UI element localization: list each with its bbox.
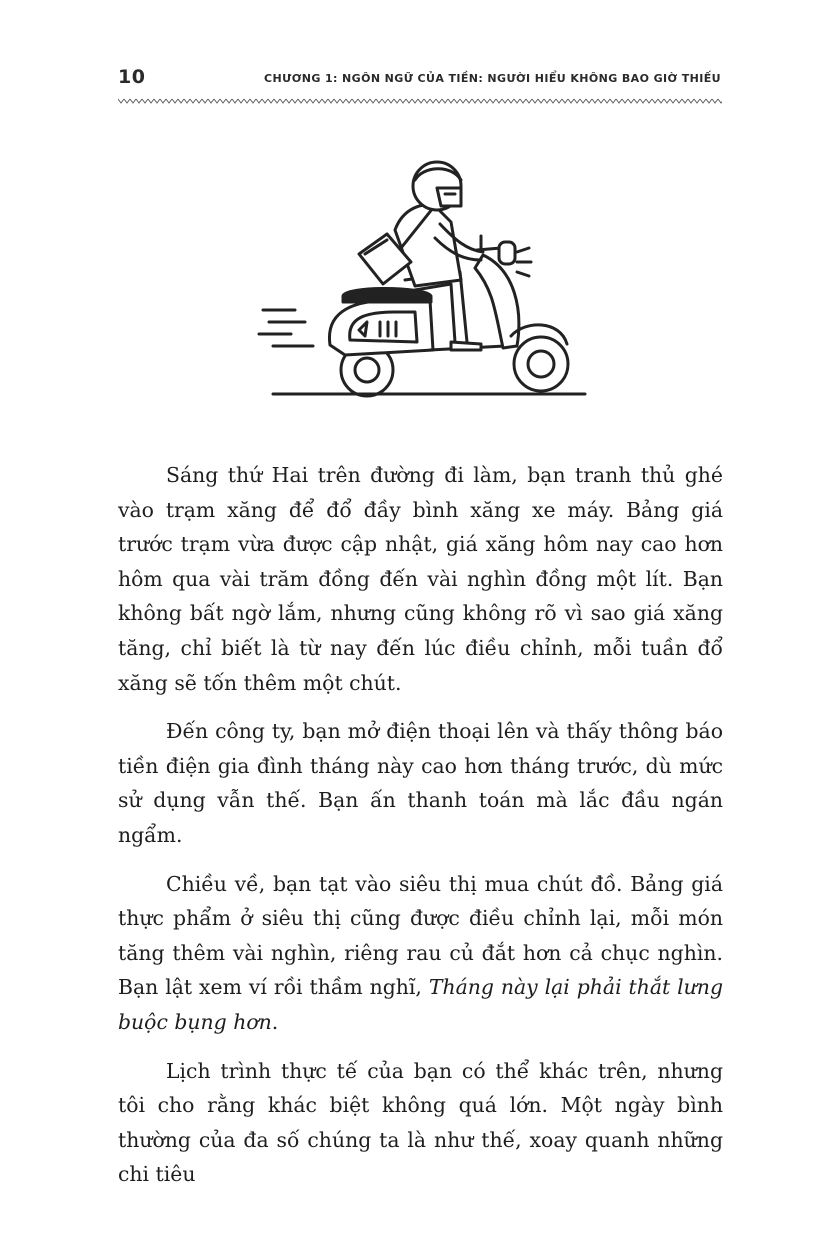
paragraph-2: Đến công ty, bạn mở điện thoại lên và thấy thông báo tiền điện gia đình tháng này cao hơn tháng trước, dù mức sử dụng vẫn thế. Bạn ấn thanh toán mà lắc đầu ngán ngẩm.: [118, 719, 723, 847]
scooter-rider-illustration: [255, 150, 595, 420]
header-divider: [118, 98, 722, 104]
inner-thought: Tháng này lại phải thắt lưng buộc bụng hơn: [118, 975, 723, 1034]
paragraph-3: Chiều về, bạn tạt vào siêu thị mua chút đồ. Bảng giá thực phẩm ở siêu thị cũng được điều chỉnh lại, mỗi món tăng thêm vài nghìn, riêng rau củ đắt hơn cả chục nghìn. Bạn lật xem ví rồi thầm nghĩ, Tháng này lại phải thắt lưng buộc bụng hơn.: [118, 871, 723, 1034]
paragraph-1: Sáng thứ Hai trên đường đi làm, bạn tranh thủ ghé vào trạm xăng để đổ đầy bình xăng xe máy. Bảng giá trước trạm vừa được cập nhật, giá xăng hôm nay cao hơn hôm qua vài trăm đồng đến vài nghìn đồng một lít. Bạn không bất ngờ lắm, nhưng cũng không rõ vì sao giá xăng tăng, chỉ biết là từ nay đến lúc điều chỉnh, mỗi tuần đổ xăng sẽ tốn thêm một chút.: [118, 463, 723, 695]
paragraph-4: Lịch trình thực tế của bạn có thể khác trên, nhưng tôi cho rằng khác biệt không quá lớn. Một ngày bình thường của đa số chúng ta là như thế, xoay quanh những chi tiêu: [118, 1058, 723, 1187]
body-text: [118, 458, 723, 1206]
page-number: 10: [118, 66, 146, 88]
chapter-running-header: CHƯƠNG 1: NGÔN NGỮ CỦA TIỀN: NGƯỜI HIỂU KHÔNG BAO GIỜ THIẾU: [264, 72, 721, 85]
